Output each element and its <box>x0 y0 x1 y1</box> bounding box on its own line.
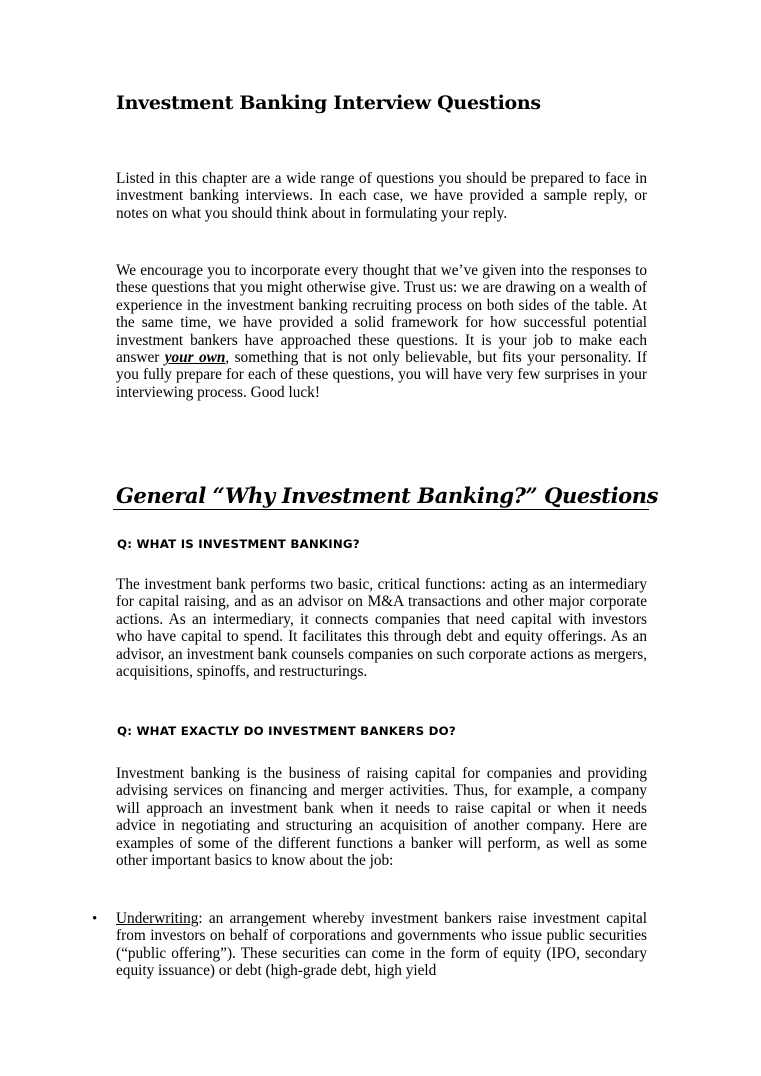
bullet-underwriting <box>116 910 647 980</box>
section-heading: General “Why Investment Banking?” Questions <box>116 483 659 508</box>
intro-paragraph-2-text: We encourage you to incorporate every thought that we’ve given into the responses to these questions that you might otherwise give. Trust us: we are drawing on a wealth of experience in the investment banking recruiting process on both sides of the table. At the same time, we have provided a solid framework for how successful potential investment bankers have approached these questions. It is your job to make each answer <box>116 262 647 367</box>
your-own-emphasis: your own <box>164 349 226 367</box>
answer-what-do-bankers-do: Investment banking is the business of raising capital for companies and providing advising services on financing and merger activities. Thus, for example, a company will approach an investment bank when it needs to raise capital or when it needs advice in negotiating and structuring an acquisition of another company. Here are examples of some of the different functions a banker will perform, as well as some other important basics to know about the job: <box>116 765 647 870</box>
answer-what-is-ib: The investment bank performs two basic, critical functions: acting as an intermediary for capital raising, and as an advisor on M&A transactions and other major corporate actions. As an intermediary, it connects companies that need capital with investors who have capital to spend. It facilitates this through debt and equity offerings. As an advisor, an investment bank counsels companies on such corporate actions as mergers, acquisitions, spinoffs, and restructurings. <box>116 576 647 681</box>
intro-paragraph-2 <box>116 262 647 401</box>
question-what-is-ib: Q: WHAT IS INVESTMENT BANKING? <box>117 537 360 551</box>
term-punct: : <box>198 910 203 927</box>
question-what-do-bankers-do: Q: WHAT EXACTLY DO INVESTMENT BANKERS DO? <box>117 724 456 738</box>
intro-paragraph-1: Listed in this chapter are a wide range of questions you should be prepared to face in investment banking interviews. In each case, we have provided a sample reply, or notes on what you should think about in formulating your reply. <box>116 170 647 222</box>
bullet-marker: • <box>92 911 98 927</box>
bullet-underwriting-text: an arrangement whereby investment bankers raise investment capital from investors on behalf of corporations and governments who issue public securities (“public offering”). These securities can come in the form of equity (IPO, secondary equity issuance) or debt (high-grade debt, high yield <box>116 910 647 980</box>
intro-paragraph-2-text-end: , something that is not only believable, but fits your personality. If you fully prepare for each of these questions, you will have very few surprises in your interviewing process. Good luck! <box>116 349 647 401</box>
term-underwriting: Underwriting <box>116 910 199 927</box>
document-title: Investment Banking Interview Questions <box>116 92 541 114</box>
section-divider <box>113 509 649 510</box>
